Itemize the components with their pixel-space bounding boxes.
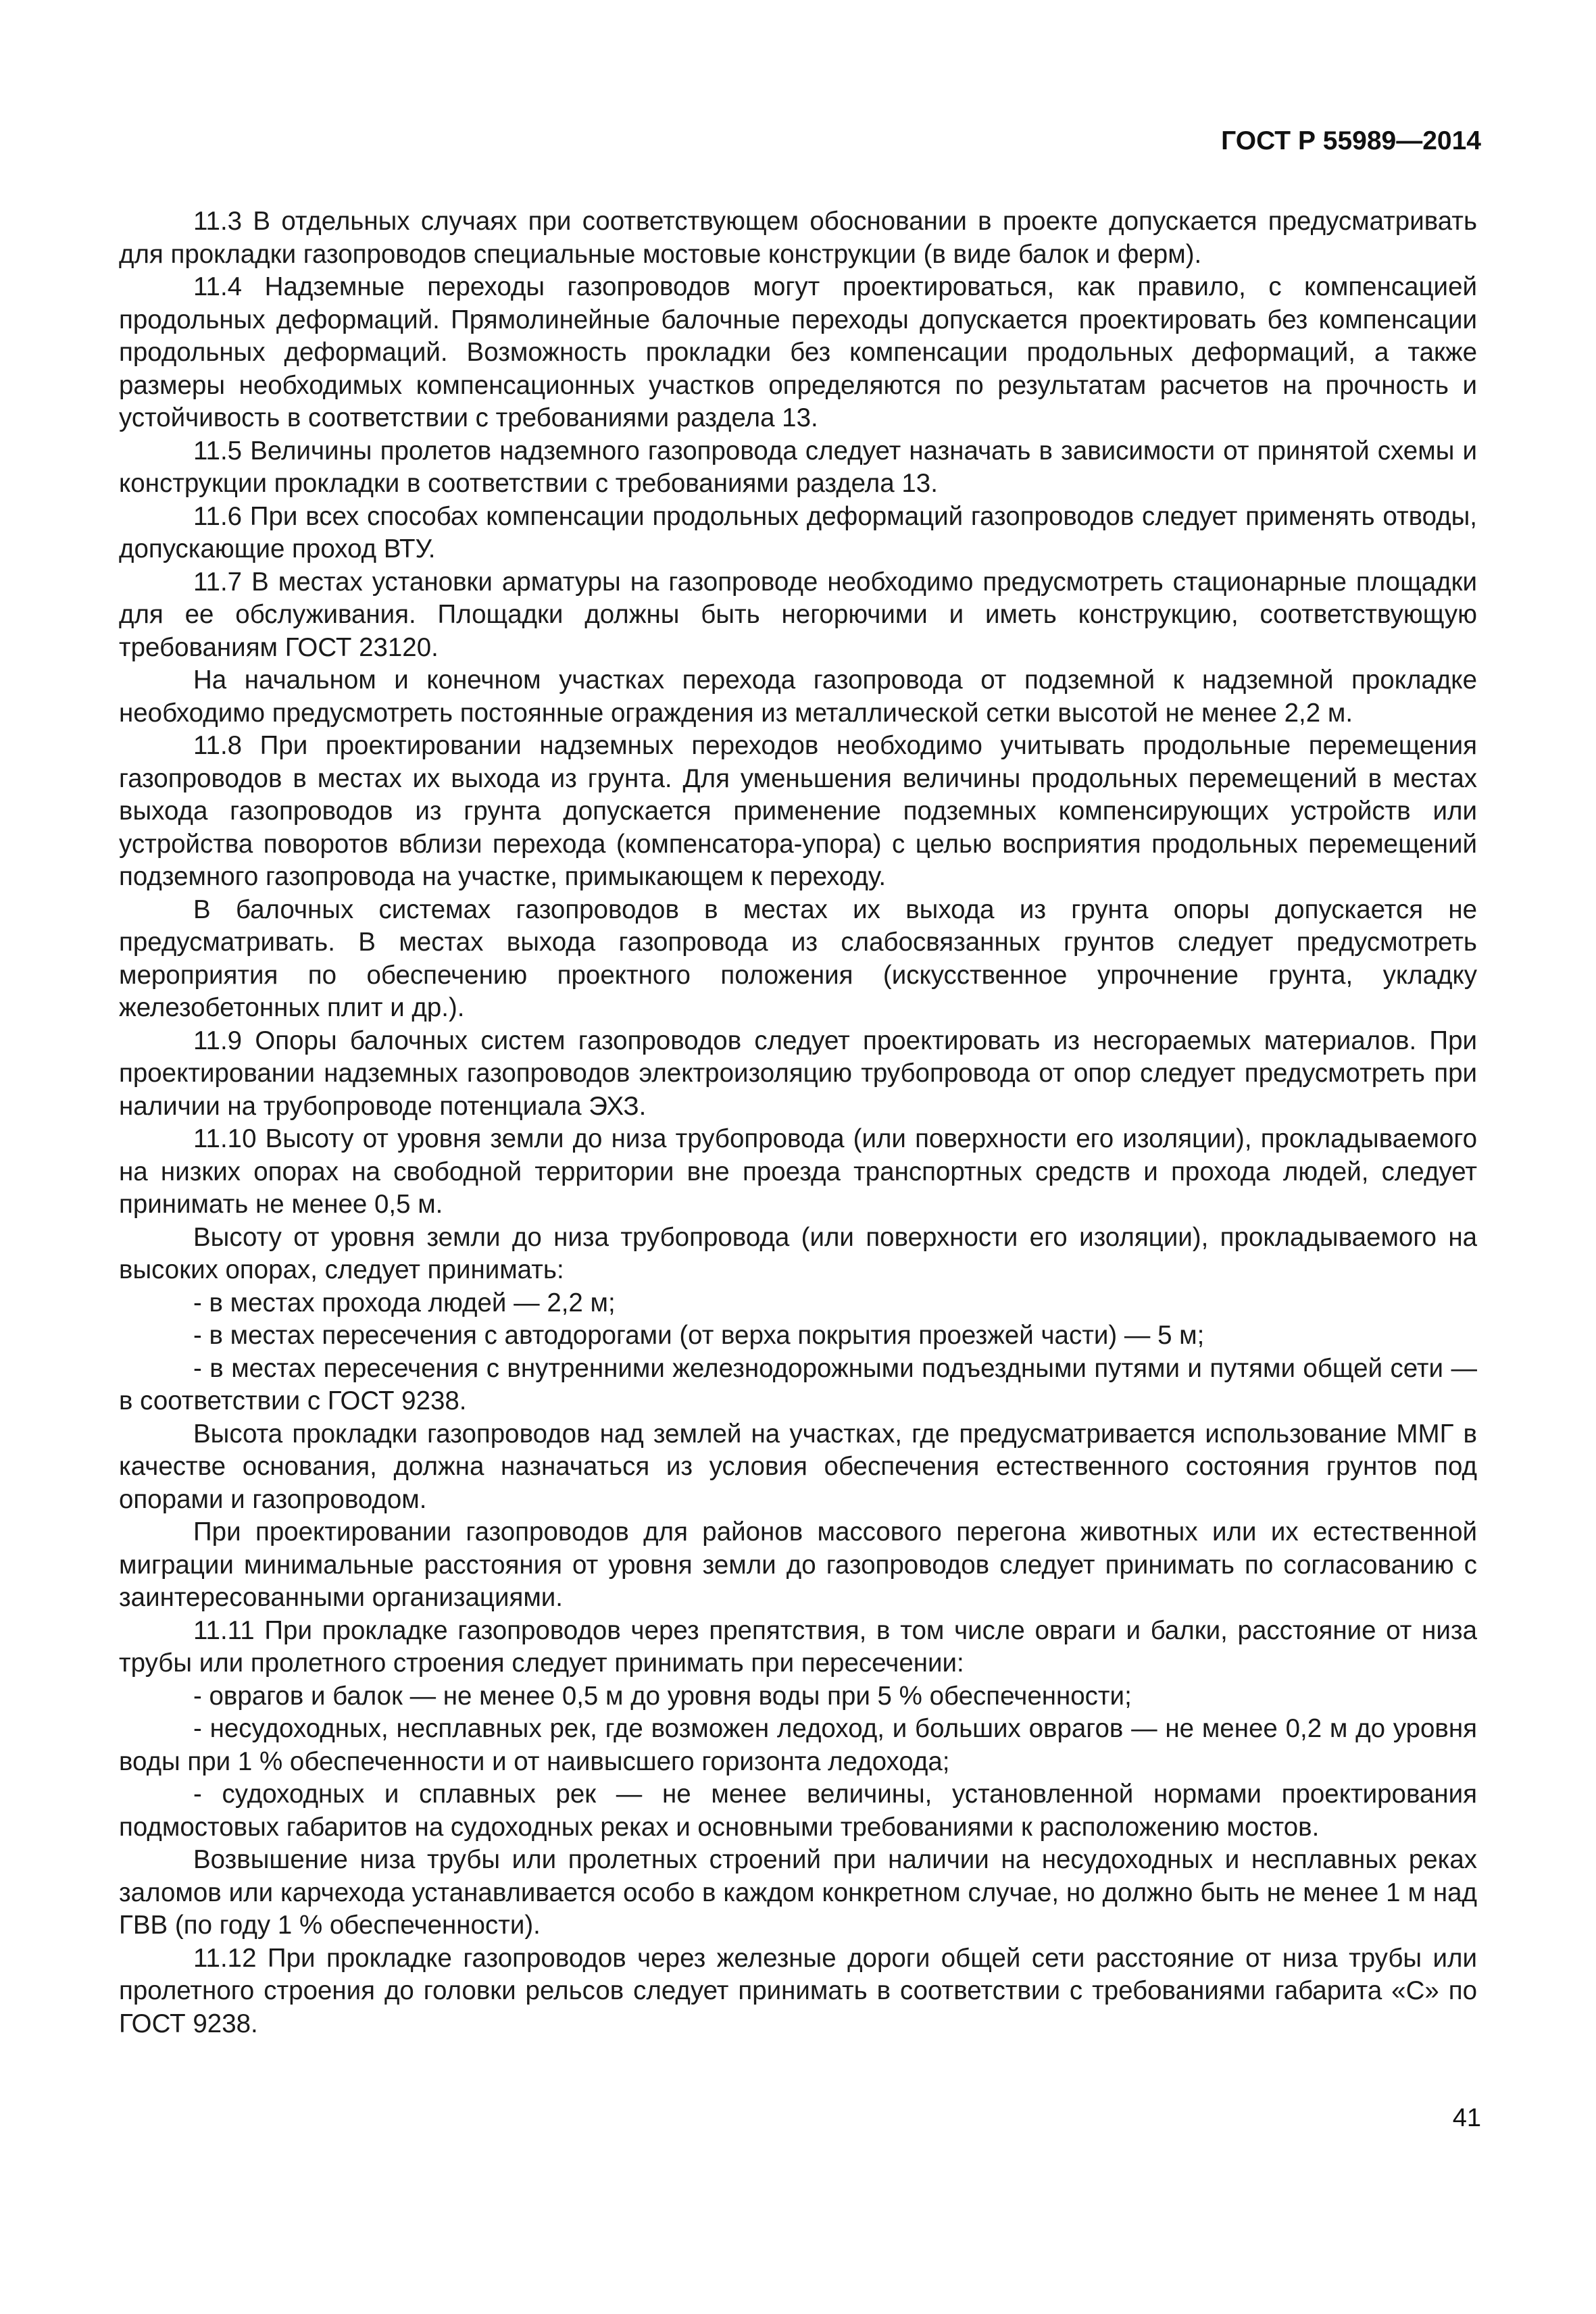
list-item-people-passage: - в местах прохода людей — 2,2 м; [193,1288,616,1317]
paragraph-11-10-high-supports: Высоту от уровня земли до низа трубопровода (или поверхности его изоляции), прокладываемого на высоких опорах, следует принимать: [119,1222,1477,1284]
paragraph-elevation-jams: Возвышение низа трубы или пролетных строений при наличии на несудоходных и несплавных реках заломов или карчехода устанавливается особо в каждом конкретном случае, но должно быть не менее 1 м над ГВВ (по году 1 % обеспеченности). [119,1845,1477,1940]
paragraph-11-12: 11.12 При прокладке газопроводов через железные дороги общей сети расстояние от низа трубы или пролетного строения до головки рельсов следует принимать в соответствии с требованиями габарита «С» по ГОСТ 9238. [119,1943,1477,2038]
list-item-non-navigable-rivers: - несудоходных, несплавных рек, где возможен ледоход, и больших оврагов — не менее 0,2 м до уровня воды при 1 % обеспеченности и от наивысшего горизонта ледохода; [119,1714,1477,1776]
document-body [119,205,1477,2040]
paragraph-11-3: 11.3 В отдельных случаях при соответствующем обосновании в проекте допускается предусматривать для прокладки газопроводов специальные мостовые конструкции (в виде балок и ферм). [119,207,1477,269]
paragraph-11-9: 11.9 Опоры балочных систем газопроводов следует проектировать из несгораемых материалов. При проектировании надземных газопроводов электроизоляцию трубопровода от опор следует предусмотреть при наличии на трубопроводе потенциала ЭХЗ. [119,1026,1477,1121]
paragraph-11-6: 11.6 При всех способах компенсации продольных деформаций газопроводов следует применять отводы, допускающие проход ВТУ. [119,501,1477,563]
paragraph-11-11: 11.11 При прокладке газопроводов через препятствия, в том числе овраги и балки, расстояние от низа трубы или пролетного строения следует принимать при пересечении: [119,1615,1477,1678]
paragraph-11-10: 11.10 Высоту от уровня земли до низа трубопровода (или поверхности его изоляции), прокладываемого на низких опорах на свободной территории вне проезда транспортных средств и прохода людей, следует принимать не менее 0,5 м. [119,1124,1477,1219]
paragraph-11-4: 11.4 Надземные переходы газопроводов могут проектироваться, как правило, с компенсацией продольных деформаций. Прямолинейные балочные переходы допускается проектировать без компенсации продольных деформаций. Возможность прокладки без компенсации продольных деформаций, а также размеры необходимых компенсационных участков определяются по результатам расчетов на прочность и устойчивость в соответствии с требованиями раздела 13. [119,272,1477,432]
list-item-road-crossing: - в местах пересечения с автодорогами (от верха покрытия проезжей части) — 5 м; [193,1321,1205,1350]
list-item-ravines: - оврагов и балок — не менее 0,5 м до уровня воды при 5 % обеспеченности; [193,1681,1132,1711]
paragraph-11-8: 11.8 При проектировании надземных переходов необходимо учитывать продольные перемещения газопроводов в местах их выхода из грунта. Для уменьшения величины продольных перемещений в местах выхода газопроводов из грунта допускается применение подземных компенсирующих устройств или устройства поворотов вблизи перехода (компенсатора-упора) с целью восприятия продольных перемещений подземного газопровода на участке, примыкающем к переходу. [119,731,1477,891]
paragraph-11-8-beam-systems: В балочных системах газопроводов в местах их выхода из грунта опоры допускается не предусматривать. В местах выхода газопровода из слабосвязанных грунтов следует предусмотреть мероприятия по обеспечению проектного положения (искусственное упрочнение грунта, укладку железобетонных плит и др.). [119,895,1477,1022]
paragraph-permafrost-height: Высота прокладки газопроводов над землей на участках, где предусматривается использование ММГ в качестве основания, должна назначаться из условия обеспечения естественного состояния грунтов под опорами и газопроводом. [119,1419,1477,1514]
document-code: ГОСТ Р 55989—2014 [1221,126,1481,155]
paragraph-11-7-fence: На начальном и конечном участках перехода газопровода от подземной к надземной прокладке необходимо предусмотреть постоянные ограждения из металлической сетки высотой не менее 2,2 м. [119,665,1477,728]
paragraph-animal-migration: При проектировании газопроводов для районов массового перегона животных или их естественной миграции минимальные расстояния от уровня земли до газопроводов следует принимать по согласованию с заинтересованными организациями. [119,1517,1477,1612]
list-item-rail-crossing: - в местах пересечения с внутренними железнодорожными подъездными путями и путями общей сети — в соответствии с ГОСТ 9238. [119,1353,1477,1415]
paragraph-11-7: 11.7 В местах установки арматуры на газопроводе необходимо предусмотреть стационарные площадки для ее обслуживания. Площадки должны быть негорючими и иметь конструкцию, соответствующую требованиям ГОСТ 23120. [119,567,1477,662]
list-item-navigable-rivers: - судоходных и сплавных рек — не менее величины, установленной нормами проектирования подмостовых габаритов на судоходных реках и основными требованиями к расположению мостов. [119,1780,1477,1842]
paragraph-11-5: 11.5 Величины пролетов надземного газопровода следует назначать в зависимости от принятой схемы и конструкции прокладки в соответствии с требованиями раздела 13. [119,436,1477,498]
page-number: 41 [1452,2104,1481,2132]
